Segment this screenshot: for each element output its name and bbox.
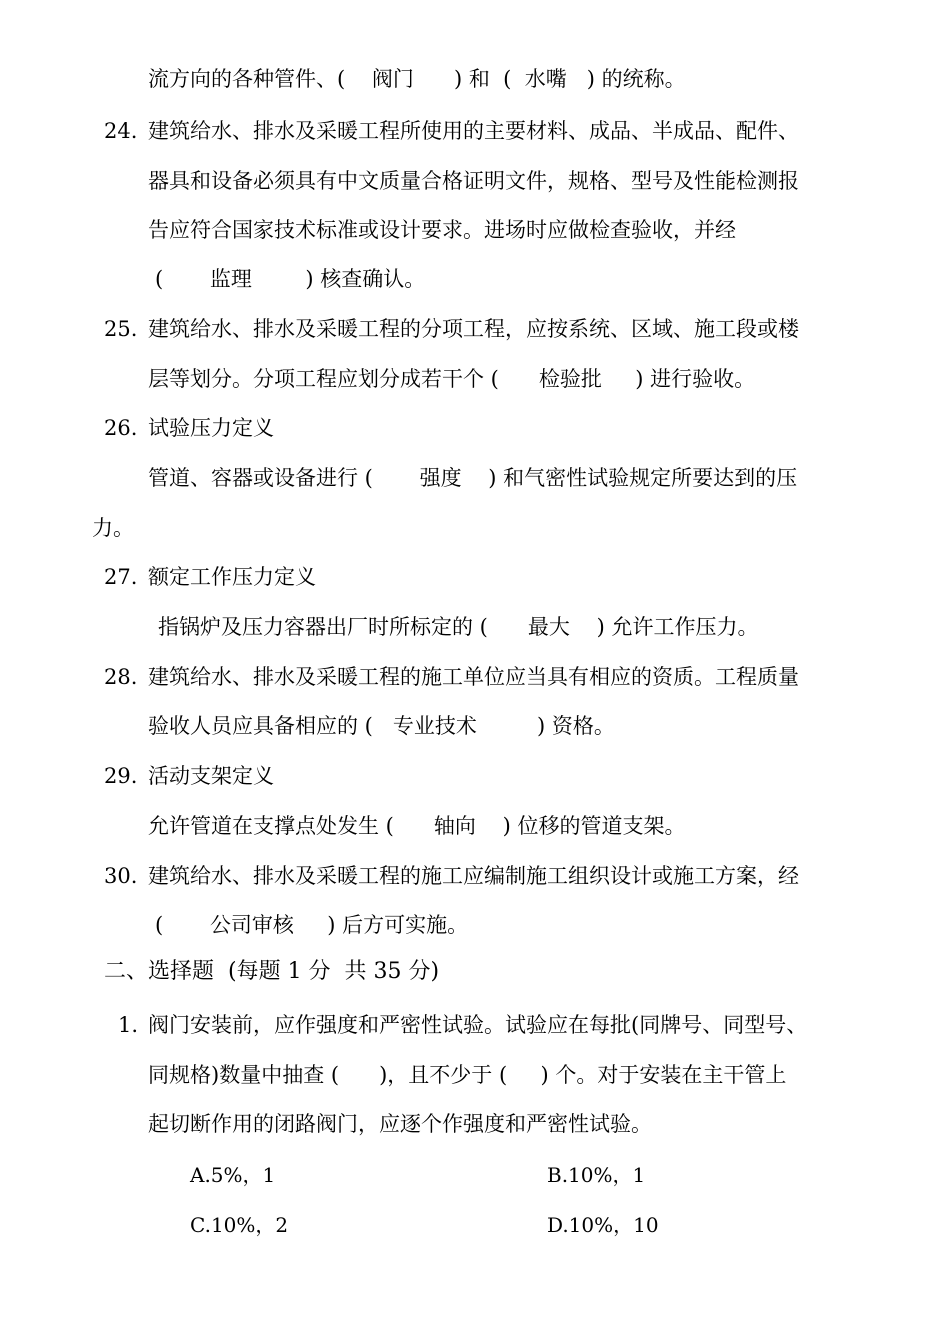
q25-number: 25.	[104, 317, 138, 341]
q24-number: 24.	[104, 119, 138, 143]
q28-line-1: 建筑给水、排水及采暖工程的施工单位应当具有相应的资质。工程质量	[148, 665, 799, 689]
q25-line-1: 建筑给水、排水及采暖工程的分项工程，应按系统、区域、施工段或楼	[148, 317, 799, 341]
q25-line-2: 层等划分。分项工程应划分成若干个 ( 检验批 ) 进行验收。	[148, 367, 756, 391]
q24-line-2: 器具和设备必须具有中文质量合格证明文件，规格、型号及性能检测报	[148, 169, 799, 193]
q27-line-1: 指锅炉及压力容器出厂时所标定的 ( 最大 ) 允许工作压力。	[158, 615, 759, 639]
mc1-option-b: B.10%，1	[547, 1163, 646, 1187]
q28-line-2: 验收人员应具备相应的 ( 专业技术 ) 资格。	[148, 714, 615, 738]
mc1-line-1: 阀门安装前，应作强度和严密性试验。试验应在每批(同牌号、同型号、	[148, 1013, 808, 1037]
mc1-option-a: A.5%，1	[190, 1163, 276, 1187]
q29-line-1: 允许管道在支撑点处发生 ( 轴向 ) 位移的管道支架。	[148, 814, 686, 838]
mc1-option-d: D.10%，10	[547, 1213, 659, 1237]
q29-number: 29.	[104, 764, 138, 788]
q26-line-1: 管道、容器或设备进行 ( 强度 ) 和气密性试验规定所要达到的压	[148, 466, 798, 490]
q30-number: 30.	[104, 864, 138, 888]
q26-number: 26.	[104, 416, 138, 440]
mc1-number: 1.	[118, 1013, 139, 1037]
q26-line-2: 力。	[92, 516, 134, 540]
section-heading: 二、选择题 (每题 1 分 共 35 分)	[104, 959, 440, 984]
q24-line-3: 告应符合国家技术标准或设计要求。进场时应做检查验收，并经	[148, 218, 736, 242]
q24-line-1: 建筑给水、排水及采暖工程所使用的主要材料、成品、半成品、配件、	[148, 119, 799, 143]
q28-number: 28.	[104, 665, 138, 689]
mc1-option-c: C.10%，2	[190, 1213, 289, 1237]
mc1-line-3: 起切断作用的闭路阀门，应逐个作强度和严密性试验。	[148, 1112, 652, 1136]
q30-line-2: ( 公司审核 ) 后方可实施。	[155, 913, 469, 937]
mc1-line-2: 同规格)数量中抽查 ( )，且不少于 ( ) 个。对于安装在主干管上	[148, 1063, 787, 1087]
q27-number: 27.	[104, 565, 138, 589]
q26-title: 试验压力定义	[148, 416, 274, 440]
q23-line-1: 流方向的各种管件、( 阀门 ) 和 ( 水嘴 ) 的统称。	[148, 67, 686, 91]
q30-line-1: 建筑给水、排水及采暖工程的施工应编制施工组织设计或施工方案，经	[148, 864, 799, 888]
q24-line-4: ( 监理 ) 核查确认。	[155, 267, 426, 291]
q29-title: 活动支架定义	[148, 764, 274, 788]
q27-title: 额定工作压力定义	[148, 565, 316, 589]
